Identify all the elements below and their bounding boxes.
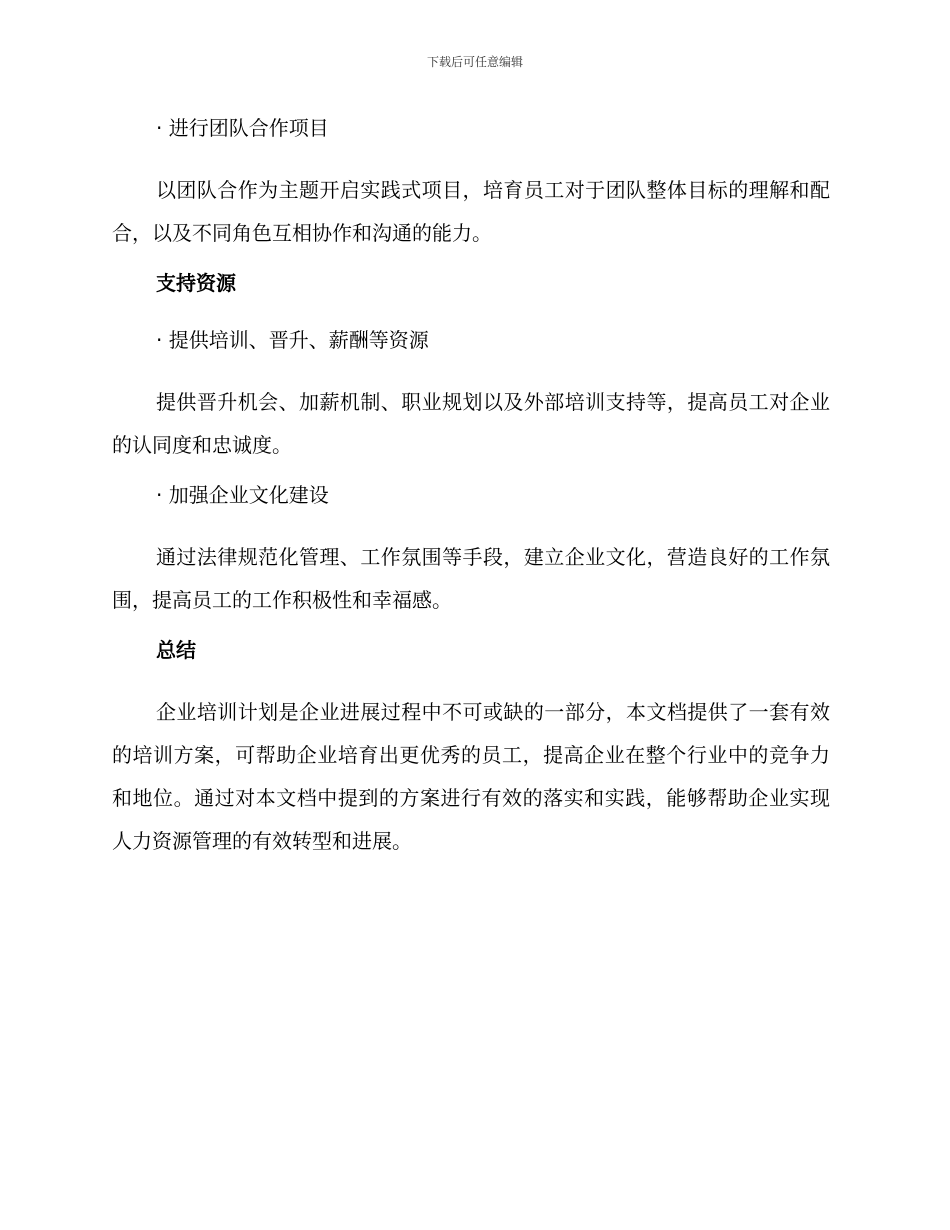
page-header: 下载后可任意编辑 [426,55,523,69]
paragraph-team-project: 以团队合作为主题开启实践式项目，培育员工对于团队整体目标的理解和配合，以及不同角色互相协作和沟通的能力。 [112,178,830,245]
bullet-team-project: · 进行团队合作项目 [156,116,329,140]
paragraph-resources: 提供晋升机会、加薪机制、职业规划以及外部培训支持等，提高员工对企业的认同度和忠诚度。 [112,390,830,457]
bullet-culture: · 加强企业文化建设 [156,483,329,507]
document-body [112,112,830,875]
section-heading-summary: 总结 [156,638,196,662]
section-heading-support: 支持资源 [156,271,236,295]
bullet-resources: · 提供培训、晋升、薪酬等资源 [156,328,429,352]
paragraph-culture: 通过法律规范化管理、工作氛围等手段，建立企业文化，营造良好的工作氛围，提高员工的工作积极性和幸福感。 [112,545,830,612]
paragraph-summary: 企业培训计划是企业进展过程中不可或缺的一部分，本文档提供了一套有效的培训方案，可帮助企业培育出更优秀的员工，提高企业在整个行业中的竞争力和地位。通过对本文档中提到的方案进行有效的落实和实践，能够帮助企业实现人力资源管理的有效转型和进展。 [112,700,830,853]
